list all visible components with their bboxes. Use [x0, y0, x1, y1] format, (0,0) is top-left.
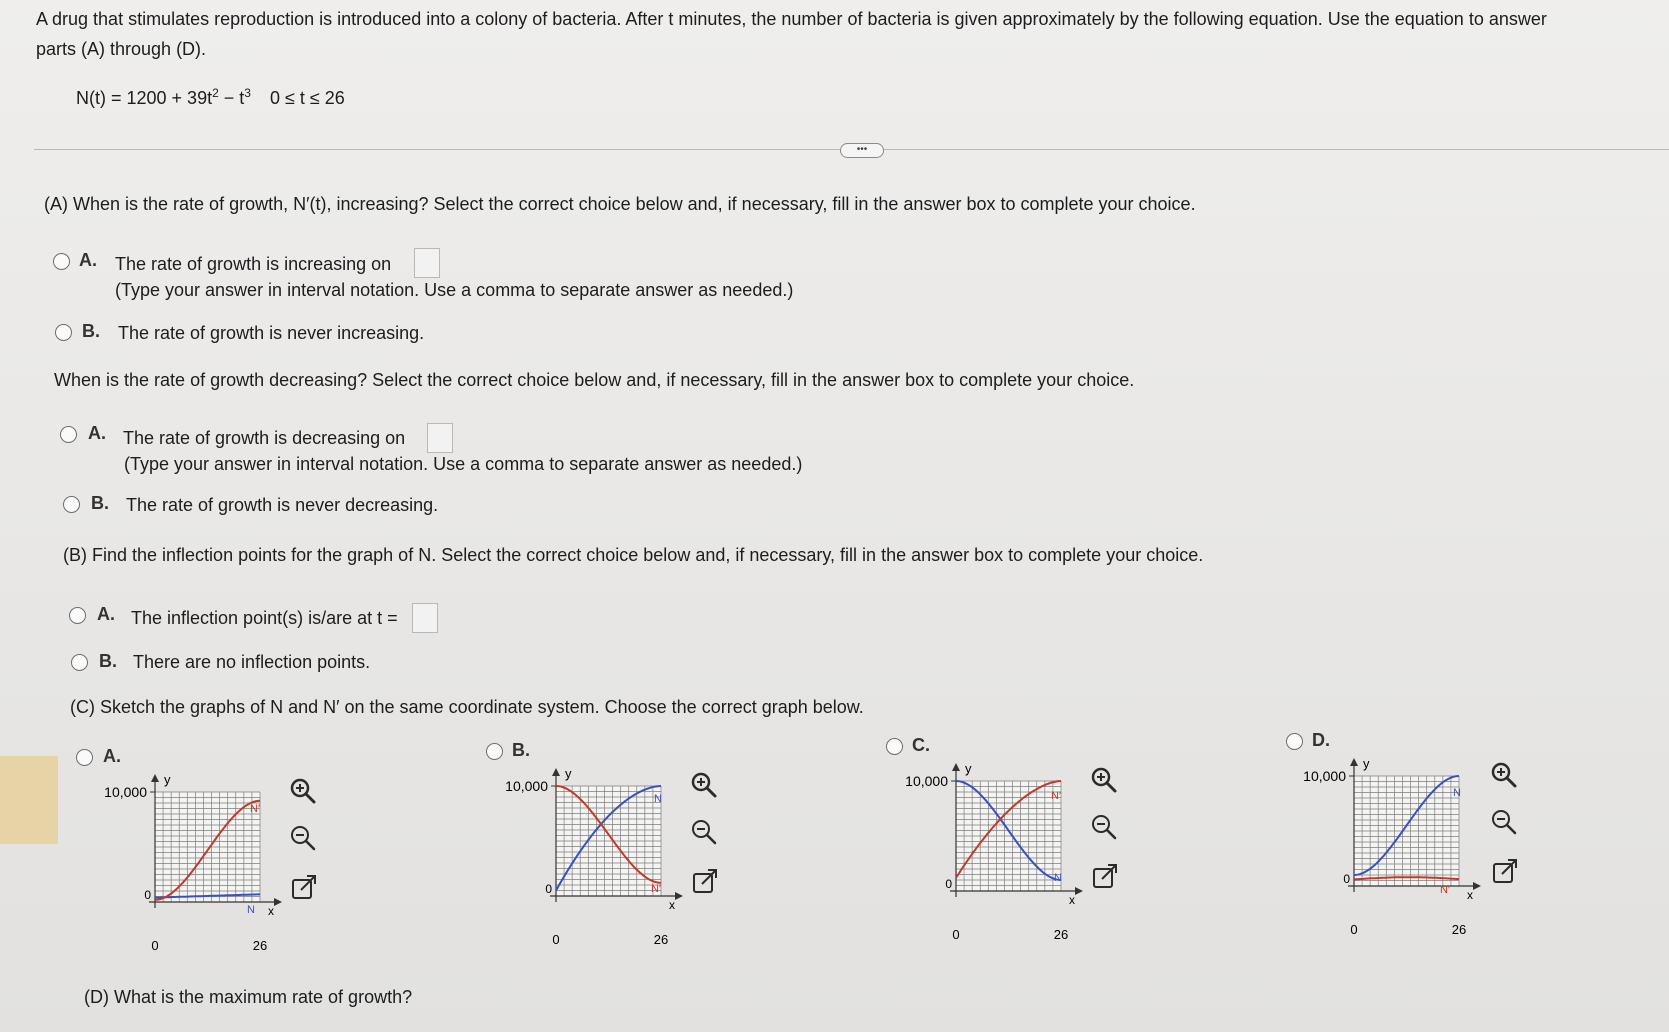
graph-b-letter: B. — [512, 740, 530, 760]
partA-optA-text: The rate of growth is increasing on — [115, 254, 392, 274]
partA-opt2B-text: The rate of growth is never decreasing. — [126, 495, 439, 515]
graph-d-ylabel: y — [1363, 756, 1370, 771]
graph-b-y0: 0 — [545, 882, 552, 896]
graph-b-popout-icon[interactable] — [689, 866, 721, 898]
graph-d-y0: 0 — [1343, 872, 1350, 886]
graph-c-ytick: 10,000 — [905, 773, 948, 789]
graph-c-xlabel: x — [1069, 893, 1075, 907]
partB-optB-radio[interactable] — [71, 654, 88, 671]
graph-d-zoom-out-icon[interactable] — [1488, 806, 1520, 838]
partA-optA-letter: A. — [79, 250, 97, 270]
graph-b-xlabel: x — [669, 898, 675, 912]
graph-a-ytick: 10,000 — [104, 784, 147, 800]
partA-optA-hint: (Type your answer in interval notation. Use a comma to separate answer as needed.) — [115, 280, 794, 300]
equation-exp3: 3 — [244, 86, 251, 100]
intro-line2: parts (A) through (D). — [36, 39, 207, 59]
graph-a-zoom-out-icon[interactable] — [287, 822, 319, 854]
equation-mid: − t — [218, 88, 245, 108]
graph-c-letter: C. — [912, 735, 930, 755]
graph-d-x0: 0 — [1350, 922, 1358, 937]
graph-b-ytick: 10,000 — [505, 778, 548, 794]
graph-b-zoom-out-icon[interactable] — [688, 816, 720, 848]
partA-opt2B-letter: B. — [91, 493, 109, 513]
graph-c-zoom-out-icon[interactable] — [1088, 811, 1120, 843]
x-axis-arrow — [1075, 887, 1083, 895]
intro-line1: A drug that stimulates reproduction is introduced into a colony of bacteria. After t minutes, the number of bacteria is given approximately by the following equation. Use the equation to answer — [36, 9, 1547, 29]
y-axis-arrow — [552, 768, 560, 776]
graph-c-label2: N — [1054, 872, 1062, 884]
graph-b-label1: N — [654, 793, 662, 805]
graph-d-radio[interactable] — [1286, 733, 1303, 750]
graph-a-letter: A. — [103, 746, 121, 766]
graph-a-ylabel: y — [164, 772, 171, 787]
partA-optA-radio[interactable] — [53, 253, 70, 270]
equation — [76, 86, 345, 109]
graph-c-radio[interactable] — [886, 738, 903, 755]
partA-opt2A-letter: A. — [88, 423, 106, 443]
more-button[interactable]: ••• — [840, 143, 884, 158]
graph-a-xlabel: x — [268, 904, 274, 918]
x-axis-arrow — [675, 892, 683, 900]
y-axis-arrow — [151, 774, 159, 782]
x-axis-arrow — [1473, 882, 1481, 890]
partC-question: (C) Sketch the graphs of N and N′ on the same coordinate system. Choose the correct graph below. — [70, 697, 864, 717]
graph-b-zoom-in-icon[interactable] — [688, 769, 720, 801]
graph-option-d[interactable] — [1279, 756, 1489, 946]
y-axis-arrow — [1350, 758, 1358, 766]
partA-opt2A-radio[interactable] — [60, 426, 77, 443]
partA-optB-text: The rate of growth is never increasing. — [118, 323, 425, 343]
partB-optB-text: There are no inflection points. — [133, 652, 371, 672]
graph-c-zoom-in-icon[interactable] — [1088, 764, 1120, 796]
graph-a-label2: N — [247, 904, 255, 916]
equation-prefix: N(t) = 1200 + 39t — [76, 88, 213, 108]
partA-optB-letter: B. — [82, 321, 100, 341]
graph-d-label2: N′ — [1440, 884, 1451, 896]
graph-d-popout-icon[interactable] — [1489, 856, 1521, 888]
graph-a-radio[interactable] — [76, 749, 93, 766]
partB-optB-letter: B. — [99, 651, 117, 671]
partA-optB-radio[interactable] — [55, 324, 72, 341]
graph-c-x0: 0 — [952, 927, 960, 942]
graph-a-xmax: 26 — [252, 938, 268, 953]
graph-a-x0: 0 — [151, 938, 159, 953]
graph-option-c[interactable] — [881, 761, 1091, 951]
partB-optA-radio[interactable] — [69, 607, 86, 624]
graph-a-y0: 0 — [144, 888, 151, 902]
graph-c-popout-icon[interactable] — [1089, 861, 1121, 893]
graph-d-label1: N — [1453, 787, 1461, 799]
partA-opt2A-text: The rate of growth is decreasing on — [123, 428, 406, 448]
partB-optA-letter: A. — [97, 604, 115, 624]
partA-opt2A-answer-box[interactable] — [427, 423, 453, 453]
partB-optA-text: The inflection point(s) is/are at t = — [131, 608, 398, 628]
y-axis-arrow — [952, 763, 960, 771]
partA-opt2A-hint: (Type your answer in interval notation. Use a comma to separate answer as needed.) — [124, 454, 803, 474]
graph-c-xmax: 26 — [1053, 927, 1069, 942]
partA-question2: When is the rate of growth decreasing? Select the correct choice below and, if necessary, fill in the answer box to complete your choice. — [54, 370, 1135, 390]
graph-c-y0: 0 — [945, 877, 952, 891]
graph-d-letter: D. — [1312, 730, 1330, 750]
partD-question: (D) What is the maximum rate of growth? — [84, 987, 413, 1007]
partB-question: (B) Find the inflection points for the graph of N. Select the correct choice below and, if necessary, fill in the answer box to complete your choice. — [63, 545, 1204, 565]
partB-optA-answer-box[interactable] — [412, 603, 438, 633]
side-tab — [0, 756, 58, 844]
graph-a-zoom-in-icon[interactable] — [287, 775, 319, 807]
graph-d-ytick: 10,000 — [1303, 768, 1346, 784]
partA-question: (A) When is the rate of growth, N′(t), increasing? Select the correct choice below and, if necessary, fill in the answer box to complete your choice. — [44, 194, 1196, 214]
partA-opt2B-radio[interactable] — [63, 496, 80, 513]
equation-domain: 0 ≤ t ≤ 26 — [270, 88, 345, 108]
graph-a-popout-icon[interactable] — [288, 872, 320, 904]
graph-d-xlabel: x — [1467, 888, 1473, 902]
equation-exp2: 2 — [212, 86, 219, 100]
graph-option-b[interactable] — [481, 766, 691, 956]
graph-d-zoom-in-icon[interactable] — [1488, 759, 1520, 791]
graph-option-a[interactable] — [80, 772, 290, 962]
x-axis-arrow — [274, 898, 282, 906]
graph-b-ylabel: y — [565, 766, 572, 781]
graph-b-xmax: 26 — [653, 932, 669, 947]
graph-b-radio[interactable] — [486, 743, 503, 760]
graph-b-label2: N′ — [651, 883, 662, 895]
graph-c-ylabel: y — [965, 761, 972, 776]
graph-c-label1: N′ — [1051, 790, 1062, 802]
graph-d-xmax: 26 — [1451, 922, 1467, 937]
graph-a-label1: N′ — [250, 803, 261, 815]
graph-b-x0: 0 — [552, 932, 560, 947]
partA-optA-answer-box[interactable] — [414, 248, 440, 278]
